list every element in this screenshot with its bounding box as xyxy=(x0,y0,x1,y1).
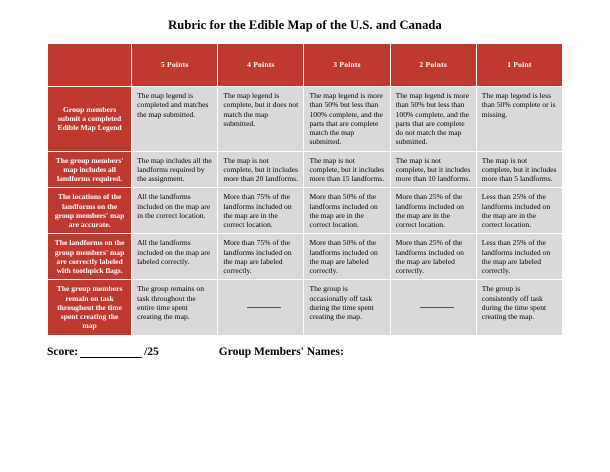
criterion-cell: The map is not complete, but it includes more than 5 landforms. xyxy=(476,151,562,188)
blank-line xyxy=(420,300,454,308)
criterion-cell: More than 75% of the landforms included on the map are labeled correctly. xyxy=(218,234,304,280)
group-members-names-label: Group Members' Names: xyxy=(218,345,344,358)
criterion-label-legend: Group members submit a completed Edible Map Legend xyxy=(48,87,132,152)
rubric-table xyxy=(47,43,563,336)
score-input[interactable] xyxy=(80,345,142,358)
criterion-cell: More than 25% of the landforms included on the map are in the correct location. xyxy=(390,188,476,234)
table-row xyxy=(48,151,563,188)
criterion-label-on-task: The group members remain on task throughout the time spent creating the map xyxy=(48,280,132,335)
criterion-cell: The map legend is completed and matches the map submitted. xyxy=(132,87,218,152)
criterion-cell: The map legend is more than 50% but less than 100% complete, and the parts that are complete do not match the map submitted. xyxy=(390,87,476,152)
criterion-label-labeled-toothpick-flags: The landforms on the group members' map are correctly labeled with toothpick flags. xyxy=(48,234,132,280)
criterion-cell: The group is occasionally off task during the time spent creating the map. xyxy=(304,280,390,335)
criterion-cell: Less than 25% of the landforms included on the map are labeled correctly. xyxy=(476,234,562,280)
score-label: Score: xyxy=(47,345,79,358)
table-row xyxy=(48,280,563,335)
blank-line xyxy=(247,300,281,308)
criterion-cell: More than 75% of the landforms included on the map are in the correct location. xyxy=(218,188,304,234)
column-header-2-points: 2 Points xyxy=(390,44,476,87)
criterion-cell: More than 50% of the landforms included on the map are labeled correctly. xyxy=(304,234,390,280)
criterion-cell: The map is not complete, but it includes more than 15 landforms. xyxy=(304,151,390,188)
criterion-cell: All the landforms included on the map are labeled correctly. xyxy=(132,234,218,280)
header-corner-cell xyxy=(48,44,132,87)
criterion-cell: More than 25% of the landforms included on the map are labeled correctly. xyxy=(390,234,476,280)
criterion-cell-empty xyxy=(390,280,476,335)
criterion-cell: The map legend is more than 50% but less than 100% complete, and the parts that are complete match the map submitted. xyxy=(304,87,390,152)
column-header-3-points: 3 Points xyxy=(304,44,390,87)
criterion-cell: The map legend is complete, but it does not match the map submitted. xyxy=(218,87,304,152)
criterion-cell-empty xyxy=(218,280,304,335)
criterion-cell: The map is not complete, but it includes more than 10 landforms. xyxy=(390,151,476,188)
score-total: /25 xyxy=(144,345,159,358)
score-block xyxy=(47,345,159,358)
table-row xyxy=(48,87,563,152)
criterion-cell: Less than 25% of the landforms included on the map are in the correct location. xyxy=(476,188,562,234)
criterion-cell: The map legend is less than 50% complete or is missing. xyxy=(476,87,562,152)
footer xyxy=(47,345,563,358)
criterion-cell: The map is not complete, but it includes more than 20 landforms. xyxy=(218,151,304,188)
criterion-cell: More than 50% of the landforms included on the map are in the correct location. xyxy=(304,188,390,234)
table-row xyxy=(48,234,563,280)
table-header-row xyxy=(48,44,563,87)
page-title: Rubric for the Edible Map of the U.S. and Canada xyxy=(168,18,442,32)
criterion-label-locations-accurate: The locations of the landforms on the group members' map are accurate. xyxy=(48,188,132,234)
table-row xyxy=(48,188,563,234)
criterion-cell: All the landforms included on the map are in the correct location. xyxy=(132,188,218,234)
column-header-5-points: 5 Points xyxy=(132,44,218,87)
column-header-4-points: 4 Points xyxy=(218,44,304,87)
criterion-cell: The map includes all the landforms required by the assignment. xyxy=(132,151,218,188)
criterion-label-landforms-included: The group members' map includes all landforms required. xyxy=(48,151,132,188)
criterion-cell: The group remains on task throughout the entire time spent creating the map. xyxy=(132,280,218,335)
criterion-cell: The group is consistently off task during the time spent creating the map. xyxy=(476,280,562,335)
column-header-1-point: 1 Point xyxy=(476,44,562,87)
